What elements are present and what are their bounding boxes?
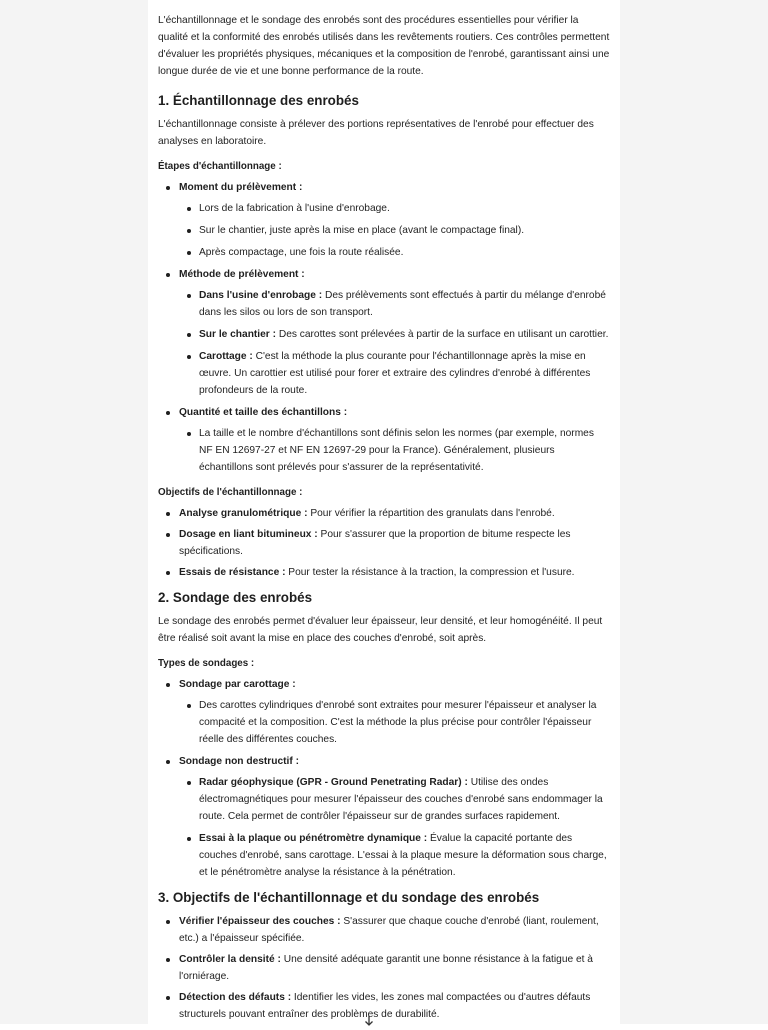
section-objectifs <box>158 889 610 1023</box>
item-label: Carottage : <box>199 351 253 362</box>
item-label: Détection des défauts : <box>179 992 292 1003</box>
arrow-down-glyph <box>364 1016 374 1026</box>
list-item <box>158 179 610 261</box>
section-text-2: Le sondage des enrobés permet d'évaluer leur épaisseur, leur densité, et leur homogénéité. Il peut être réalisé soit avant la mise en place des couches d'enrobé, soit après. <box>158 616 603 644</box>
list-item <box>158 676 610 748</box>
list-item <box>158 951 610 985</box>
list-item <box>158 505 610 522</box>
item-text: Pour vérifier la répartition des granulats dans l'enrobé. <box>307 508 555 519</box>
objectives-heading: Objectifs de l'échantillonnage : <box>158 487 303 498</box>
article-content <box>148 0 620 1024</box>
section-echantillonnage <box>158 92 610 581</box>
list-item <box>158 404 610 476</box>
item-label: Vérifier l'épaisseur des couches : <box>179 916 341 927</box>
list-item: Sur le chantier, juste après la mise en place (avant le compactage final). <box>179 222 610 239</box>
item-label: Analyse granulométrique : <box>179 508 308 519</box>
list-item <box>179 326 610 343</box>
list-item <box>158 989 610 1023</box>
method-label: Méthode de prélèvement : <box>179 269 305 280</box>
item-label: Radar géophysique (GPR - Ground Penetrating Radar) : <box>199 777 468 788</box>
item-text: Identifier les vides, les zones mal compactées ou d'autres défauts structurels pouvant entraîner des problèmes de durabilité. <box>179 992 591 1020</box>
item-text: Des prélèvements sont effectués à partir du mélange d'enrobé dans les silos ou lors de son transport. <box>199 290 606 318</box>
list-item <box>158 564 610 581</box>
list-item: Des carottes cylindriques d'enrobé sont extraites pour mesurer l'épaisseur et analyser la compacité et la composition. C'est la méthode la plus précise pour contrôler l'épaisseur réelle des différentes couches. <box>179 697 610 748</box>
arrow-down-icon[interactable] <box>362 1016 376 1030</box>
section-title-3: 3. Objectifs de l'échantillonnage et du sondage des enrobés <box>158 890 540 905</box>
item-label: Contrôler la densité : <box>179 954 281 965</box>
section-title-1: 1. Échantillonnage des enrobés <box>158 93 359 108</box>
list-item <box>158 913 610 947</box>
item-text: S'assurer que chaque couche d'enrobé (liant, roulement, etc.) a l'épaisseur spécifiée. <box>179 916 599 944</box>
item-label: Dans l'usine d'enrobage : <box>199 290 323 301</box>
item-label: Essai à la plaque ou pénétromètre dynamique : <box>199 833 428 844</box>
list-item: La taille et le nombre d'échantillons sont définis selon les normes (par exemple, normes NF EN 12697-27 et NF EN 12697-29 pour la France). Généralement, plusieurs échantillons sont prélevés pour s'assurer de la représentativité. <box>179 425 610 476</box>
list-item <box>179 287 610 321</box>
item-text: Des carottes sont prélevées à partir de la surface en utilisant un carottier. <box>276 329 609 340</box>
section-text-1: L'échantillonnage consiste à prélever des portions représentatives de l'enrobé pour effectuer des analyses en laboratoire. <box>158 119 594 147</box>
item-text: C'est la méthode la plus courante pour l'échantillonnage après la mise en œuvre. Un carottier est utilisé pour forer et extraire des cylindres d'enrobé à différentes profondeurs de la route. <box>199 351 591 396</box>
types-list <box>158 676 610 881</box>
quantity-label: Quantité et taille des échantillons : <box>179 407 348 418</box>
item-text: Évalue la capacité portante des couches d'enrobé, sans carottage. L'essai à la plaque mesure la déformation sous charge, et le pénétromètre analyse la résistance à la pénétration. <box>199 833 607 878</box>
non-destructive-label: Sondage non destructif : <box>179 756 299 767</box>
section-title-2: 2. Sondage des enrobés <box>158 590 313 605</box>
steps-list <box>158 179 610 476</box>
carottage-label: Sondage par carottage : <box>179 679 296 690</box>
list-item: Après compactage, une fois la route réalisée. <box>179 244 610 261</box>
list-item <box>179 774 610 825</box>
list-item <box>179 830 610 881</box>
item-label: Dosage en liant bitumineux : <box>179 529 318 540</box>
list-item <box>158 753 610 881</box>
intro-paragraph: L'échantillonnage et le sondage des enrobés sont des procédures essentielles pour vérifier la qualité et la conformité des enrobés utilisés dans les revêtements routiers. Ces contrôles permettent d'évaluer les propriétés physiques, mécaniques et la composition de l'enrobé, garantissant ainsi une longue durée de vie et une bonne performance de la route. <box>158 15 610 77</box>
item-text: Une densité adéquate garantit une bonne résistance à la fatigue et à l'orniérage. <box>179 954 593 982</box>
section-sondage <box>158 589 610 881</box>
item-text: Pour tester la résistance à la traction, la compression et l'usure. <box>285 567 575 578</box>
item-label: Sur le chantier : <box>199 329 276 340</box>
list-item <box>179 348 610 399</box>
item-text: Utilise des ondes électromagnétiques pour mesurer l'épaisseur des couches d'enrobé sans endommager la route. Cela permet de contrôler l'épaisseur sur de grandes surfaces rapidement. <box>199 777 603 822</box>
goals-list <box>158 913 610 1023</box>
list-item <box>158 526 610 560</box>
steps-heading: Étapes d'échantillonnage : <box>158 161 282 172</box>
item-text: Pour s'assurer que la proportion de bitume respecte les spécifications. <box>179 529 571 557</box>
objectives-list <box>158 505 610 581</box>
list-item <box>158 266 610 399</box>
types-heading: Types de sondages : <box>158 658 255 669</box>
moment-label: Moment du prélèvement : <box>179 182 303 193</box>
item-label: Essais de résistance : <box>179 567 286 578</box>
list-item: Lors de la fabrication à l'usine d'enrobage. <box>179 200 610 217</box>
